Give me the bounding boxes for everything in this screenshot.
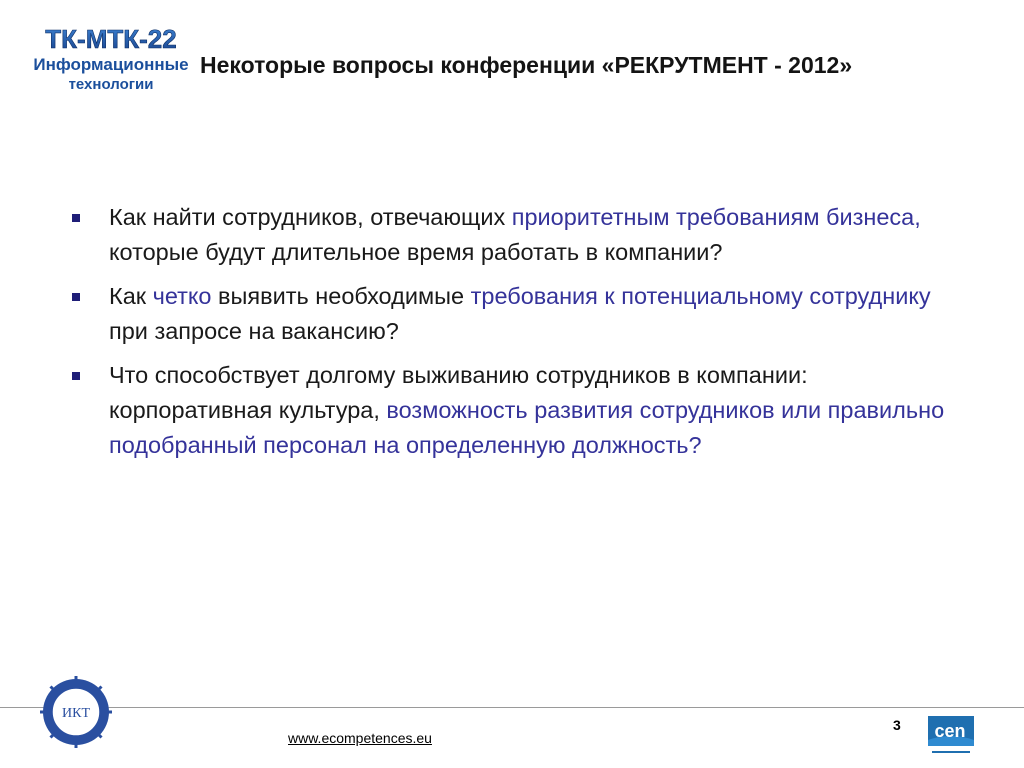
bullet-text: выявить необходимые [211, 283, 471, 309]
page-number: 3 [893, 717, 901, 733]
website-link[interactable]: www.ecompetences.eu [288, 730, 432, 746]
cen-logo-text: cen [934, 721, 966, 741]
bullet-highlight-text: требования к потенциальному сотруднику [470, 283, 931, 309]
logo-line-3: технологии [68, 76, 154, 93]
bullet-text: которые будут длительное время работать в компании? [109, 239, 723, 265]
logo-line-2: Информационные [33, 55, 189, 74]
bullet-item [72, 200, 972, 270]
bullet-list [72, 200, 972, 472]
bullet-highlight-text: приоритетным требованиям бизнеса, [511, 204, 921, 230]
bullet-square-icon [72, 214, 80, 222]
logo-graphic [22, 22, 200, 102]
bullet-highlight-text: четко [152, 283, 212, 309]
slide-title: Некоторые вопросы конференции «РЕКРУТМЕНТ - 2012» [200, 52, 853, 78]
ikt-seal-logo [40, 676, 112, 748]
bullet-square-icon [72, 372, 80, 380]
bullet-text: при запросе на вакансию? [109, 318, 399, 344]
bullet-text: Как найти сотрудников, отвечающих [109, 204, 512, 230]
bullet-text: Что способствует долгому выживанию сотрудников в компании: корпоративная культура, [109, 362, 808, 423]
seal-text: ИКТ [62, 706, 90, 721]
logo-line-1: ТК-МТК-22 [45, 24, 177, 54]
cen-logo [928, 712, 976, 760]
bullet-square-icon [72, 293, 80, 301]
bullet-highlight-text: возможность развития сотрудников или правильно подобранный персонал на определенную должность? [109, 397, 945, 458]
footer-divider [0, 707, 1024, 708]
bullet-text: Как [109, 283, 153, 309]
bullet-item [72, 358, 972, 463]
tk-mtk-22-logo [22, 22, 200, 102]
bullet-item [72, 279, 972, 349]
